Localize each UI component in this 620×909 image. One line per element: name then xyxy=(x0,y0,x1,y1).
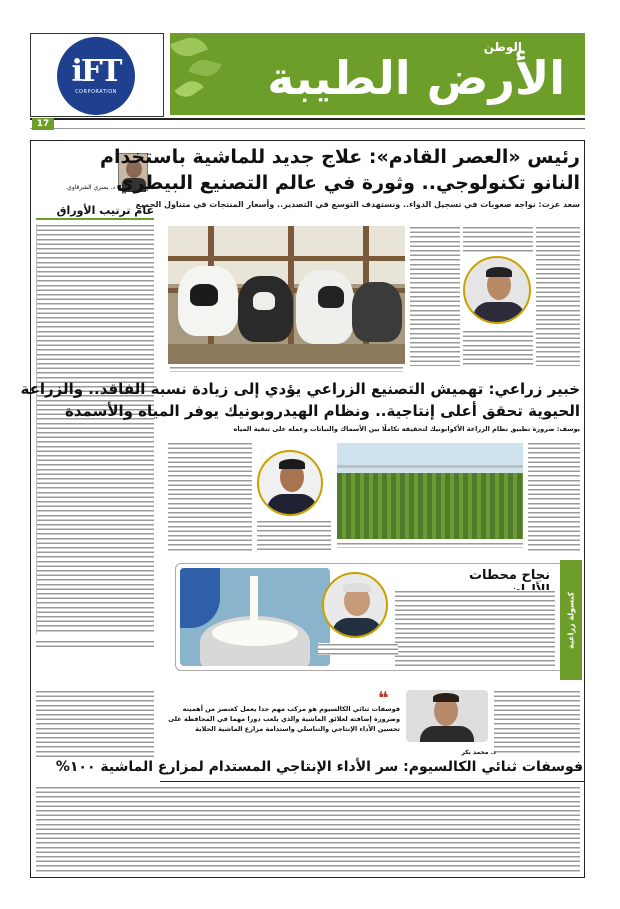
story2-headline-line1: خبير زراعي: تهميش التصنيع الزراعي يؤدي إلى زيادة نسبة الفاقد.. والزراعة xyxy=(20,380,580,398)
dateline-bar xyxy=(30,118,585,129)
story1-headline-line1: رئيس «العصر القادم»: علاج جديد للماشية باستخدام xyxy=(100,146,580,168)
story1-subheadline: سعد عزت: نواجه صعوبات في تسجيل الدواء.. ونستهدف التوسع في التصدير.. وأسعار المنتجات في متناول الجميع xyxy=(135,200,580,209)
milk-vat-photo xyxy=(180,568,330,666)
milk-section-tab: كبسولة زراعية xyxy=(560,560,582,680)
milk-feature-title: نجاح محطات xyxy=(468,568,550,583)
story1-text-column xyxy=(463,226,533,254)
divider xyxy=(160,781,585,782)
story2-text-column xyxy=(528,442,580,552)
story1-text-column xyxy=(463,330,533,366)
milk-feature-text xyxy=(395,590,555,666)
story1-text-column xyxy=(536,226,580,366)
story2-text-column xyxy=(168,442,252,552)
bottom-pull-quote: فوسفات ثنائي الكالسيوم هو مركب مهم جدا يعمل كعنصر من أهميته وضرورة إضافته لعلائق الماشية والذي يلعب دورا مهما في المحافظة على تحسين الأداء الإنتاجي والتناسلي واستدامة مزارع الماشية الحلابة xyxy=(168,705,400,733)
field-photo xyxy=(337,443,523,539)
quote-mark-icon: ❝ xyxy=(378,688,389,709)
column-footer xyxy=(36,640,154,650)
mohamed-bakr-photo xyxy=(406,690,488,742)
ift-logo xyxy=(57,37,135,115)
story1-text-column xyxy=(410,226,460,366)
bottom-author: د. محمد بكر xyxy=(461,749,496,756)
bottom-headline: فوسفات ثنائي الكالسيوم: سر الأداء الإنتاجي المستدام لمزارع الماشية ١٠٠% xyxy=(55,759,583,775)
saad-ezzat-photo xyxy=(463,256,531,324)
logo-tagline: CORPORATION xyxy=(75,89,117,95)
story1-headline-line2: النانو تكنولوجي.. وثورة في عالم التصنيع البيطري xyxy=(116,172,580,194)
story2-text-column xyxy=(257,520,331,552)
cows-photo-caption xyxy=(170,366,403,372)
milk-expert-caption xyxy=(318,643,398,655)
field-photo-caption xyxy=(337,542,523,548)
story2-subheadline: يوسف: ضرورة تطبيق نظام الزراعة الأكوابونيك لتحقيقه تكاملًا بين الأسماك والنباتات وعمله على تنقية المياه xyxy=(233,425,580,433)
cows-photo xyxy=(168,226,405,364)
bottom-body-text xyxy=(36,786,580,874)
expert-yousef-photo xyxy=(257,450,323,516)
bottom-text-column xyxy=(494,690,580,754)
masthead-newspaper-name: الوطن xyxy=(483,40,522,54)
logo-text: iFT xyxy=(71,54,121,89)
column-author: د. يسري الشرقاوي xyxy=(67,184,115,191)
milk-expert-photo xyxy=(322,572,388,638)
column-body-text xyxy=(36,224,154,634)
page-number: 17 xyxy=(32,118,54,130)
bottom-text-column xyxy=(36,690,154,760)
masthead-title: الأرض الطيبة xyxy=(267,51,565,105)
story2-headline-line2: الحيوية تحقق أعلى إنتاجية.. ونظام الهيدروبونيك يوفر المياه والأسمدة xyxy=(65,402,580,420)
column-title: عام ترتيب الأوراق xyxy=(36,204,154,220)
